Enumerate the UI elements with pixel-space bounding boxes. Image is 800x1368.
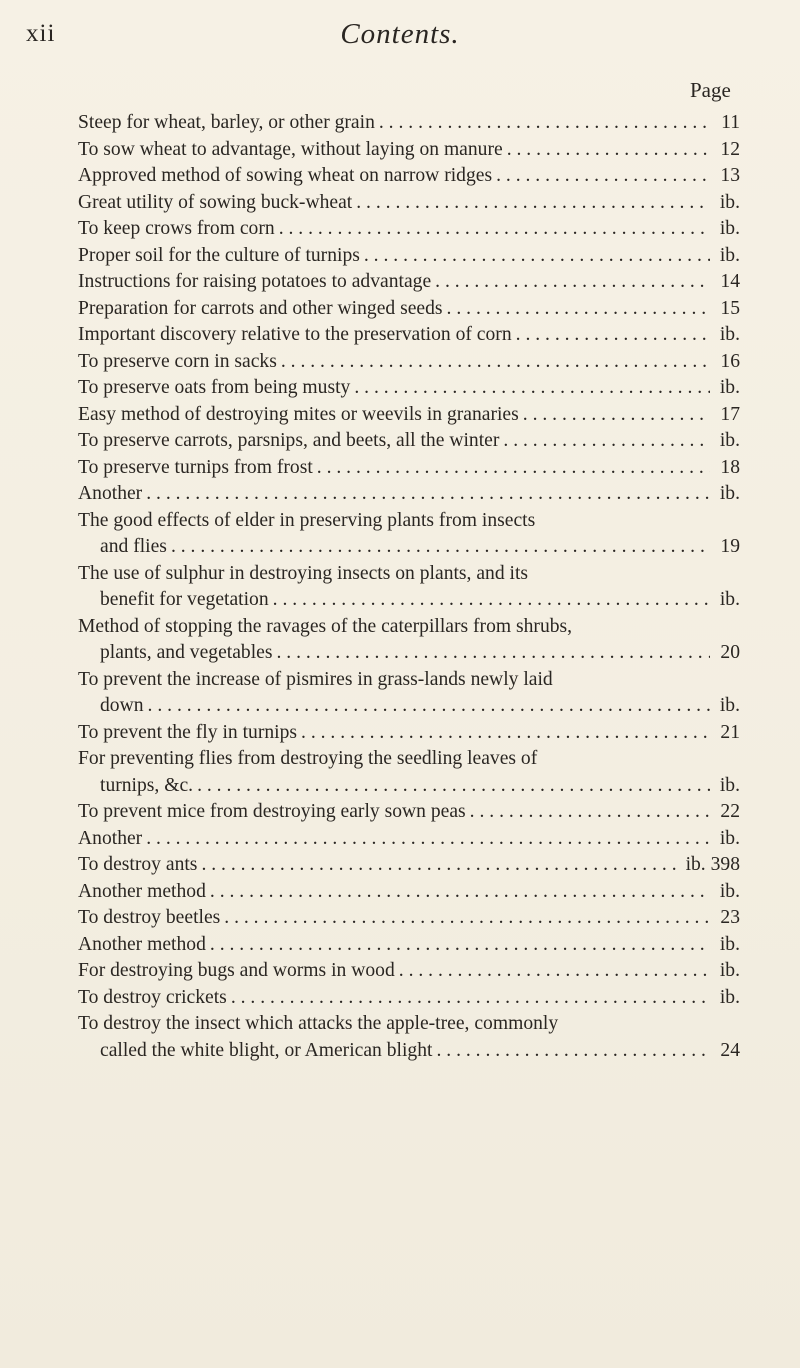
dot-leader [354,375,710,402]
page-column-heading: Page [690,78,731,102]
toc-entry-title: To destroy beetles [78,907,221,928]
toc-entry [78,879,740,906]
dot-leader [279,216,710,243]
toc-entry-title: Important discovery relative to the preservation of corn [78,324,512,345]
toc-entry-title: To prevent the increase of pismires in grass-lands newly laid [78,668,553,690]
page-header [0,18,800,58]
toc-entry-page: ib. [719,324,740,345]
toc-entry-title-continued: benefit for vegetation [100,589,269,610]
toc-entry-line [78,349,740,376]
toc-entry-line [78,269,740,296]
dot-leader [364,243,710,270]
toc-entry-page: 15 [720,297,740,319]
toc-entry [78,349,740,376]
toc-entry-continuation [78,1038,740,1065]
toc-entry [78,852,740,879]
toc-entry-title: Approved method of sowing wheat on narrow ridges [78,165,493,186]
toc-entry-title-continued: called the white blight, or American blight [100,1039,433,1061]
dot-leader [146,826,710,853]
toc-entry-title: Instructions for raising potatoes to advantage [78,271,432,292]
toc-entry-page: ib. [719,827,740,849]
toc-entry-page: ib. [719,191,740,213]
toc-entry [78,455,740,482]
toc-entry [78,296,740,323]
dot-leader [281,349,710,376]
dot-leader [356,190,710,217]
dot-leader [197,773,710,800]
dot-leader [148,693,710,720]
toc-entry-line [78,958,740,985]
toc-entry-continuation [78,640,740,667]
toc-entry-line [78,905,740,932]
dot-leader [210,932,710,959]
dot-leader [507,137,710,164]
toc-entry-page: ib. [719,430,740,451]
toc-entry-line [78,163,740,190]
dot-leader [447,296,710,323]
toc-entry [78,799,740,826]
toc-entry-continuation [78,693,740,720]
toc-entry-title: For destroying bugs and worms in wood [78,960,395,981]
toc-entry-title: To destroy ants [78,854,198,875]
toc-entry-page: ib. [719,960,740,981]
toc-entry-title-continued: down [100,695,144,716]
toc-entry [78,110,740,137]
toc-entry-line [78,879,740,906]
toc-entry-title-continued: turnips, &c. [100,774,194,796]
toc-entry-line [78,481,740,508]
toc-entry [78,322,740,349]
toc-entry-title: To sow wheat to advantage, without laying on manure [78,138,503,160]
toc-entry-page: 13 [720,165,740,186]
toc-entry-line [78,296,740,323]
toc-entry-page: ib. [719,483,740,504]
toc-entry-title: Proper soil for the culture of turnips [78,244,360,266]
toc-entry-page: 20 [720,642,740,663]
toc-entry [78,720,740,747]
toc-entry [78,243,740,270]
dot-leader [436,1038,710,1065]
toc-entry-title: Another [78,483,143,504]
dot-leader [503,428,710,455]
toc-entry-page: 18 [720,456,740,478]
toc-entry [78,481,740,508]
toc-entry-line [78,110,740,137]
toc-entry-page: 14 [720,271,740,292]
toc-entry [78,190,740,217]
toc-entry [78,985,740,1012]
toc-entry [78,137,740,164]
toc-entry-line [78,720,740,747]
toc-entry-title: To keep crows from corn [78,218,275,239]
toc-entry [78,269,740,296]
dot-leader [301,720,710,747]
dot-leader [276,640,710,667]
toc-entry-page: ib. [719,774,740,796]
toc-entry-title: Another method [78,933,206,955]
toc-entry-line [78,799,740,826]
toc-entry-title: Easy method of destroying mites or weevils in granaries [78,403,519,425]
dot-leader [435,269,710,296]
dot-leader [231,985,710,1012]
toc-entry [78,375,740,402]
toc-entry-title: Another method [78,880,206,902]
toc-entry [78,402,740,429]
dot-leader [379,110,710,137]
toc-entry-title: Another [78,827,143,849]
dot-leader [224,905,710,932]
toc-entry-page: 11 [721,112,740,133]
toc-entry-title: Preparation for carrots and other winged seeds [78,297,443,319]
toc-entry-title: Great utility of sowing buck-wheat [78,191,353,213]
dot-leader [146,481,710,508]
toc-entry-title-continued: and flies [100,536,167,557]
toc-entry [78,614,740,667]
toc-entry-title: To preserve carrots, parsnips, and beets, all the winter [78,430,500,451]
dot-leader [210,879,710,906]
dot-leader [496,163,710,190]
toc-entry-page: ib. 398 [685,854,740,875]
toc-entry-line [78,826,740,853]
toc-entry [78,746,740,799]
toc-entry-continuation [78,534,740,561]
toc-entry-title: To preserve turnips from frost [78,456,313,478]
toc-entry-title-continued: plants, and vegetables [100,642,273,663]
toc-entry-line [78,402,740,429]
toc-entry [78,1011,740,1064]
toc-entry-line [78,375,740,402]
dot-leader [516,322,710,349]
toc-entry-line [78,455,740,482]
toc-entry-line [78,216,740,243]
toc-entry [78,958,740,985]
toc-entry-page: ib. [719,377,740,398]
toc-entry-line [78,985,740,1012]
dot-leader [317,455,710,482]
toc-entry-title: Steep for wheat, barley, or other grain [78,112,375,133]
toc-entry-title: Method of stopping the ravages of the caterpillars from shrubs, [78,615,573,637]
toc-entry-continuation [78,773,740,800]
dot-leader [523,402,710,429]
toc-entry-line [78,190,740,217]
toc-entry-title: To destroy crickets [78,986,227,1008]
toc-entry-line [78,428,740,455]
toc-entry [78,905,740,932]
toc-entry-title: To preserve oats from being musty [78,377,351,398]
toc-entry-page: 12 [720,138,740,160]
toc-entry-page: ib. [719,880,740,902]
toc-entry-line [78,243,740,270]
toc-entry-page: 16 [720,350,740,372]
dot-leader [273,587,710,614]
toc-entry-continuation [78,587,740,614]
toc-entry [78,428,740,455]
toc-entry-title: The use of sulphur in destroying insects on plants, and its [78,562,529,584]
toc-entry-title: To prevent the fly in turnips [78,721,298,743]
dot-leader [399,958,710,985]
running-title: Contents. [340,18,460,50]
dot-leader [470,799,710,826]
toc-entry [78,932,740,959]
contents-list [78,110,740,1064]
toc-entry-line [78,137,740,164]
toc-entry-page: 23 [720,907,740,928]
toc-entry-page: ib. [719,695,740,716]
toc-entry [78,216,740,243]
toc-entry-page: 24 [720,1039,740,1061]
toc-entry-title: The good effects of elder in preserving plants from insects [78,509,536,531]
dot-leader [201,852,679,879]
toc-entry [78,163,740,190]
toc-entry-page: ib. [719,218,740,239]
toc-entry-page: ib. [719,986,740,1008]
toc-entry-title: For preventing flies from destroying the seedling leaves of [78,748,538,769]
toc-entry [78,561,740,614]
toc-entry [78,826,740,853]
toc-entry-page: 21 [720,721,740,743]
toc-entry-page: 22 [720,801,740,822]
toc-entry-title: To destroy the insect which attacks the apple-tree, commonly [78,1013,559,1034]
toc-entry-line [78,852,740,879]
toc-entry-page: ib. [719,589,740,610]
toc-entry-line [78,322,740,349]
toc-entry [78,508,740,561]
dot-leader [171,534,710,561]
toc-entry-page: ib. [719,244,740,266]
toc-entry [78,667,740,720]
toc-entry-page: 19 [720,536,740,557]
page-folio: xii [26,20,56,47]
toc-entry-title: To prevent mice from destroying early sown peas [78,801,466,822]
toc-entry-page: 17 [720,403,740,425]
toc-entry-page: ib. [719,933,740,955]
toc-entry-line [78,932,740,959]
toc-entry-title: To preserve corn in sacks [78,350,277,372]
